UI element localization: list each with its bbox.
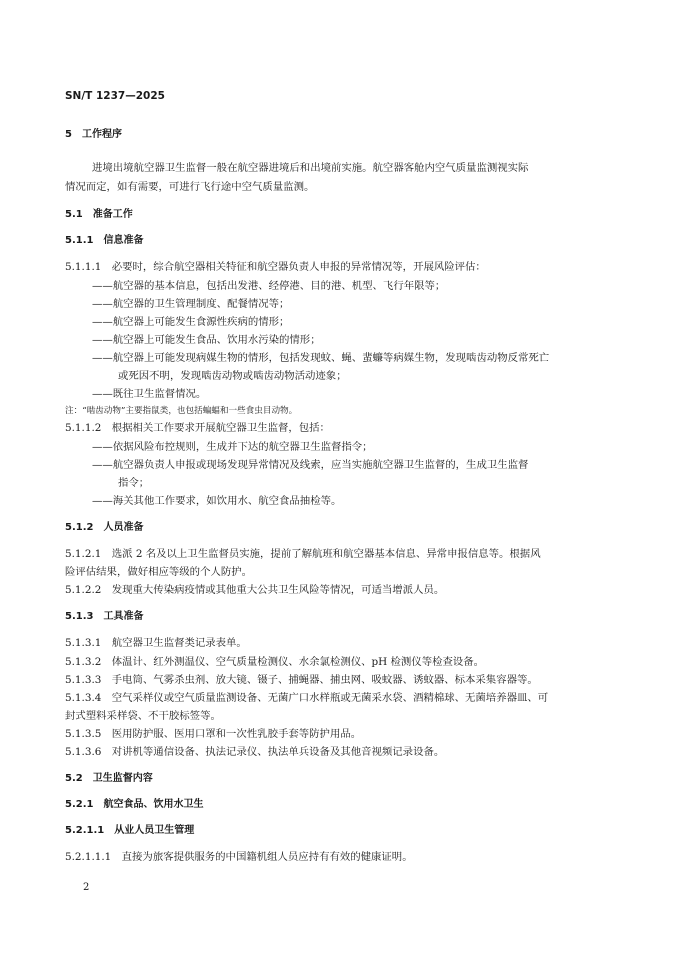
body-text-line: 5.1.3.3 手电筒、气雾杀虫剂、放大镜、镊子、捕蝇器、捕虫网、吸蚊器、诱蚊器、标本采集容器等。 [65,674,538,686]
section-heading: 5.2.1.1 从业人员卫生管理 [65,825,195,836]
body-text-line: ——航空器上可能发生食品、饮用水污染的情形； [92,334,321,346]
body-text-line: 情况而定，如有需要，可进行飞行途中空气质量监测。 [65,181,315,193]
body-text-line: 指令； [118,477,150,489]
section-heading: 5 工作程序 [65,129,122,140]
body-text-line: ——依据风险布控规则，生成并下达的航空器卫生监督指令； [92,441,373,453]
note-text: 注：“啮齿动物”主要指鼠类，也包括蝙蝠和一些食虫目动物。 [65,406,298,416]
section-heading: 5.1.1 信息准备 [65,235,144,246]
body-text-line: 5.1.1.1 必要时，综合航空器相关特征和航空器负责人申报的异常情况等，开展风险评估： [65,261,486,273]
body-text-line: 5.1.2.2 发现重大传染病疫情或其他重大公共卫生风险等情况，可适当增派人员。 [65,584,445,596]
page-number: 2 [83,882,90,893]
body-text-line: ——航空器上可能发生食源性疾病的情形； [92,316,290,328]
body-text-line: 5.1.1.2 根据相关工作要求开展航空器卫生监督，包括： [65,422,330,434]
body-text-line: 进境出境航空器卫生监督一般在航空器进境后和出境前实施。航空器客舱内空气质量监测视实际 [92,162,529,174]
body-text-line: ——航空器的基本信息，包括出发港、经停港、目的港、机型、飞行年限等； [92,280,446,292]
body-text-line: 或死因不明，发现啮齿动物或啮齿动物活动迹象； [118,370,347,382]
body-text-line: ——既往卫生监督情况。 [92,388,207,400]
body-text-line: ——海关其他工作要求，如饮用水、航空食品抽检等。 [92,495,342,507]
body-text-line: 5.1.2.1 选派 2 名及以上卫生监督员实施，提前了解航班和航空器基本信息、异常申报信息等。根据风 [65,548,541,560]
body-text-line: ——航空器上可能发现病媒生物的情形，包括发现蚊、蝇、蜚蠊等病媒生物，发现啮齿动物反常死亡 [92,352,550,364]
body-text-line: ——航空器负责人申报或现场发现异常情况及线索，应当实施航空器卫生监督的，生成卫生监督 [92,459,529,471]
body-text-line: 封式塑料采样袋、不干胶标签等。 [65,710,221,722]
body-text-line: 5.1.3.2 体温计、红外测温仪、空气质量检测仪、水余氯检测仪、pH 检测仪等检查设备。 [65,656,485,668]
body-text-line: 险评估结果，做好相应等级的个人防护。 [65,566,253,578]
section-heading: 5.2 卫生监督内容 [65,773,153,784]
body-text-line: 5.2.1.1.1 直接为旅客提供服务的中国籍机组人员应持有有效的健康证明。 [65,851,413,863]
body-text-line: 5.1.3.5 医用防护服、医用口罩和一次性乳胶手套等防护用品。 [65,728,362,740]
document-id: SN/T 1237—2025 [65,90,165,102]
section-heading: 5.1 准备工作 [65,209,133,220]
section-heading: 5.1.2 人员准备 [65,522,144,533]
body-text-line: 5.1.3.4 空气采样仪或空气质量监测设备、无菌广口水样瓶或无菌采水袋、酒精棉球、无菌培养器皿、可 [65,692,549,704]
body-text-line: 5.1.3.1 航空器卫生监督类记录表单。 [65,637,247,649]
section-heading: 5.2.1 航空食品、饮用水卫生 [65,799,204,810]
section-heading: 5.1.3 工具准备 [65,611,144,622]
body-text-line: 5.1.3.6 对讲机等通信设备、执法记录仪、执法单兵设备及其他音视频记录设备。 [65,746,445,758]
body-text-line: ——航空器的卫生管理制度、配餐情况等； [92,298,290,310]
